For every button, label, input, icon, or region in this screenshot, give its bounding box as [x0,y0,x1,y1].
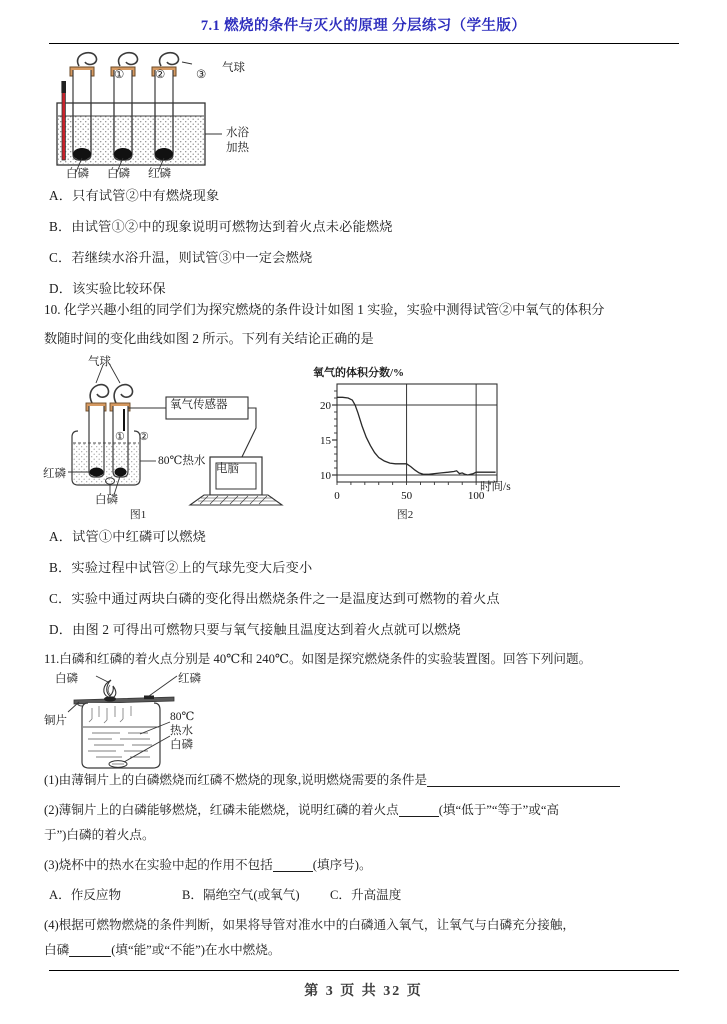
q11-stem: 11.白磷和红磷的着火点分别是 40℃和 240℃。如图是探究燃烧条件的实验装置图。回答下列问题。 [44,652,592,666]
q11-sub3-answer-blank[interactable] [273,871,313,872]
q9-option-b: B．由试管①②中的现象说明可燃物达到着火点未必能燃烧 [49,219,393,234]
q10-stem-line2: 数随时间的变化曲线如图 2 所示。下列有关结论正确的是 [44,331,374,346]
q11-sub2-line1 [44,801,559,819]
q11-sub4-text-b: 白磷 [44,943,70,957]
q11-sub2-text-a: (2)薄铜片上的白磷能够燃烧，红磷未能燃烧，说明红磷的着火点 [44,803,399,817]
q10-option-c: C．实验中通过两块白磷的变化得出燃烧条件之一是温度达到可燃物的着火点 [49,591,500,606]
q9-option-a: A．只有试管②中有燃烧现象 [49,188,220,203]
q11-sub4-text-c: (填“能”或“不能”)在水中燃烧。 [111,943,281,957]
q11-sub3-option-c: C．升高温度 [330,888,402,902]
q11-sub3-option-b: B．隔绝空气(或氧气) [182,888,300,902]
figure2-caption: 图1 [129,509,147,521]
figure1-tube-mark-1: ① [114,69,125,81]
figure2-balloon-label: 气球 [88,356,111,368]
figure1-waterbath-label: 水浴 [226,127,249,139]
svg-text:50: 50 [401,490,413,502]
figure3-white-phosphorus-top-label: 白磷 [55,673,78,685]
q11-sub1-answer-blank[interactable] [427,786,620,787]
figure2-computer-label: 电脑 [216,463,239,475]
svg-text:15: 15 [320,435,331,447]
figure1-tube-mark-2: ② [155,69,166,81]
chart-caption: 图2 [396,509,414,521]
chart-xlabel: 时间/s [480,481,511,493]
q11-sub2-answer-blank[interactable] [399,816,439,817]
svg-text:100: 100 [467,490,485,502]
q11-sub3-text: (3)烧杯中的热水在实验中起的作用不包括 [44,858,273,872]
figure-copper-sheet-beaker [52,672,242,772]
q11-sub4-line2 [44,941,280,959]
figure3-hotwater-label: 热水 [170,725,193,737]
q11-sub1 [44,771,620,789]
figure1-tube-mark-3: ③ [196,69,207,81]
figure1-bottom-label-1: 白磷 [66,168,89,180]
q11-sub3-text-b: (填序号)。 [312,858,372,872]
q11-sub2-text-b: (填“低于”“等于”或“高 [438,803,560,817]
svg-text:20: 20 [320,400,331,412]
footer-divider [49,970,679,971]
figure3-red-phosphorus-label: 红磷 [178,673,201,685]
q10-option-b: B．实验过程中试管②上的气球先变大后变小 [49,560,313,575]
q10-stem-line1: 10. 化学兴趣小组的同学们为探究燃烧的条件设计如图 1 实验，实验中测得试管②中氧气的体积分 [44,302,605,317]
q11-sub3-option-a: A．作反应物 [49,888,122,902]
q11-sub4-line1: (4)根据可燃物燃烧的条件判断，如果将导管对准水中的白磷通入氧气，让氧气与白磷充分接触， [44,918,576,932]
figure2-hotwater-label: 80℃热水 [158,455,206,467]
figure2-sensor-label: 氧气传感器 [170,399,228,411]
page-footer: 第 3 页 共 32 页 [304,984,423,999]
figure2-red-phosphorus-label: 红磷 [43,468,66,480]
page-title: 7.1 燃烧的条件与灭火的原理 分层练习（学生版） [200,18,527,34]
chart-title: 氧气的体积分数/% [313,367,405,379]
figure2-tube-mark-1: ① [115,431,125,443]
svg-text:10: 10 [320,470,331,482]
figure1-bottom-label-2: 白磷 [107,168,130,180]
q10-option-a: A．试管①中红磷可以燃烧 [49,529,206,544]
figure3-copper-label: 铜片 [44,715,67,727]
q11-sub1-text: (1)由薄铜片上的白磷燃烧而红磷不燃烧的现象,说明燃烧需要的条件是 [44,773,428,787]
q11-sub4-answer-blank[interactable] [69,956,111,957]
q9-option-d: D．该实验比较环保 [49,281,166,296]
figure2-tube-mark-2: ② [139,431,149,443]
svg-text:0: 0 [334,490,340,502]
figure1-bottom-label-3: 红磷 [148,168,171,180]
header-divider [49,43,679,44]
figure2-white-phosphorus-label: 白磷 [95,494,118,506]
figure-sensor-apparatus [48,353,298,508]
q11-sub2-line2: 于”)白磷的着火点。 [44,828,155,842]
figure1-heating-label: 加热 [226,142,249,154]
figure1-balloon-label: 气球 [222,62,245,74]
figure3-temperature-label: 80℃ [170,711,195,723]
q10-option-d: D．由图 2 可得出可燃物只要与氧气接触且温度达到着火点就可以燃烧 [49,622,461,637]
q11-sub3 [44,856,372,874]
q9-option-c: C．若继续水浴升温，则试管③中一定会燃烧 [49,250,313,265]
figure3-white-phosphorus-in-label: 白磷 [170,739,193,751]
